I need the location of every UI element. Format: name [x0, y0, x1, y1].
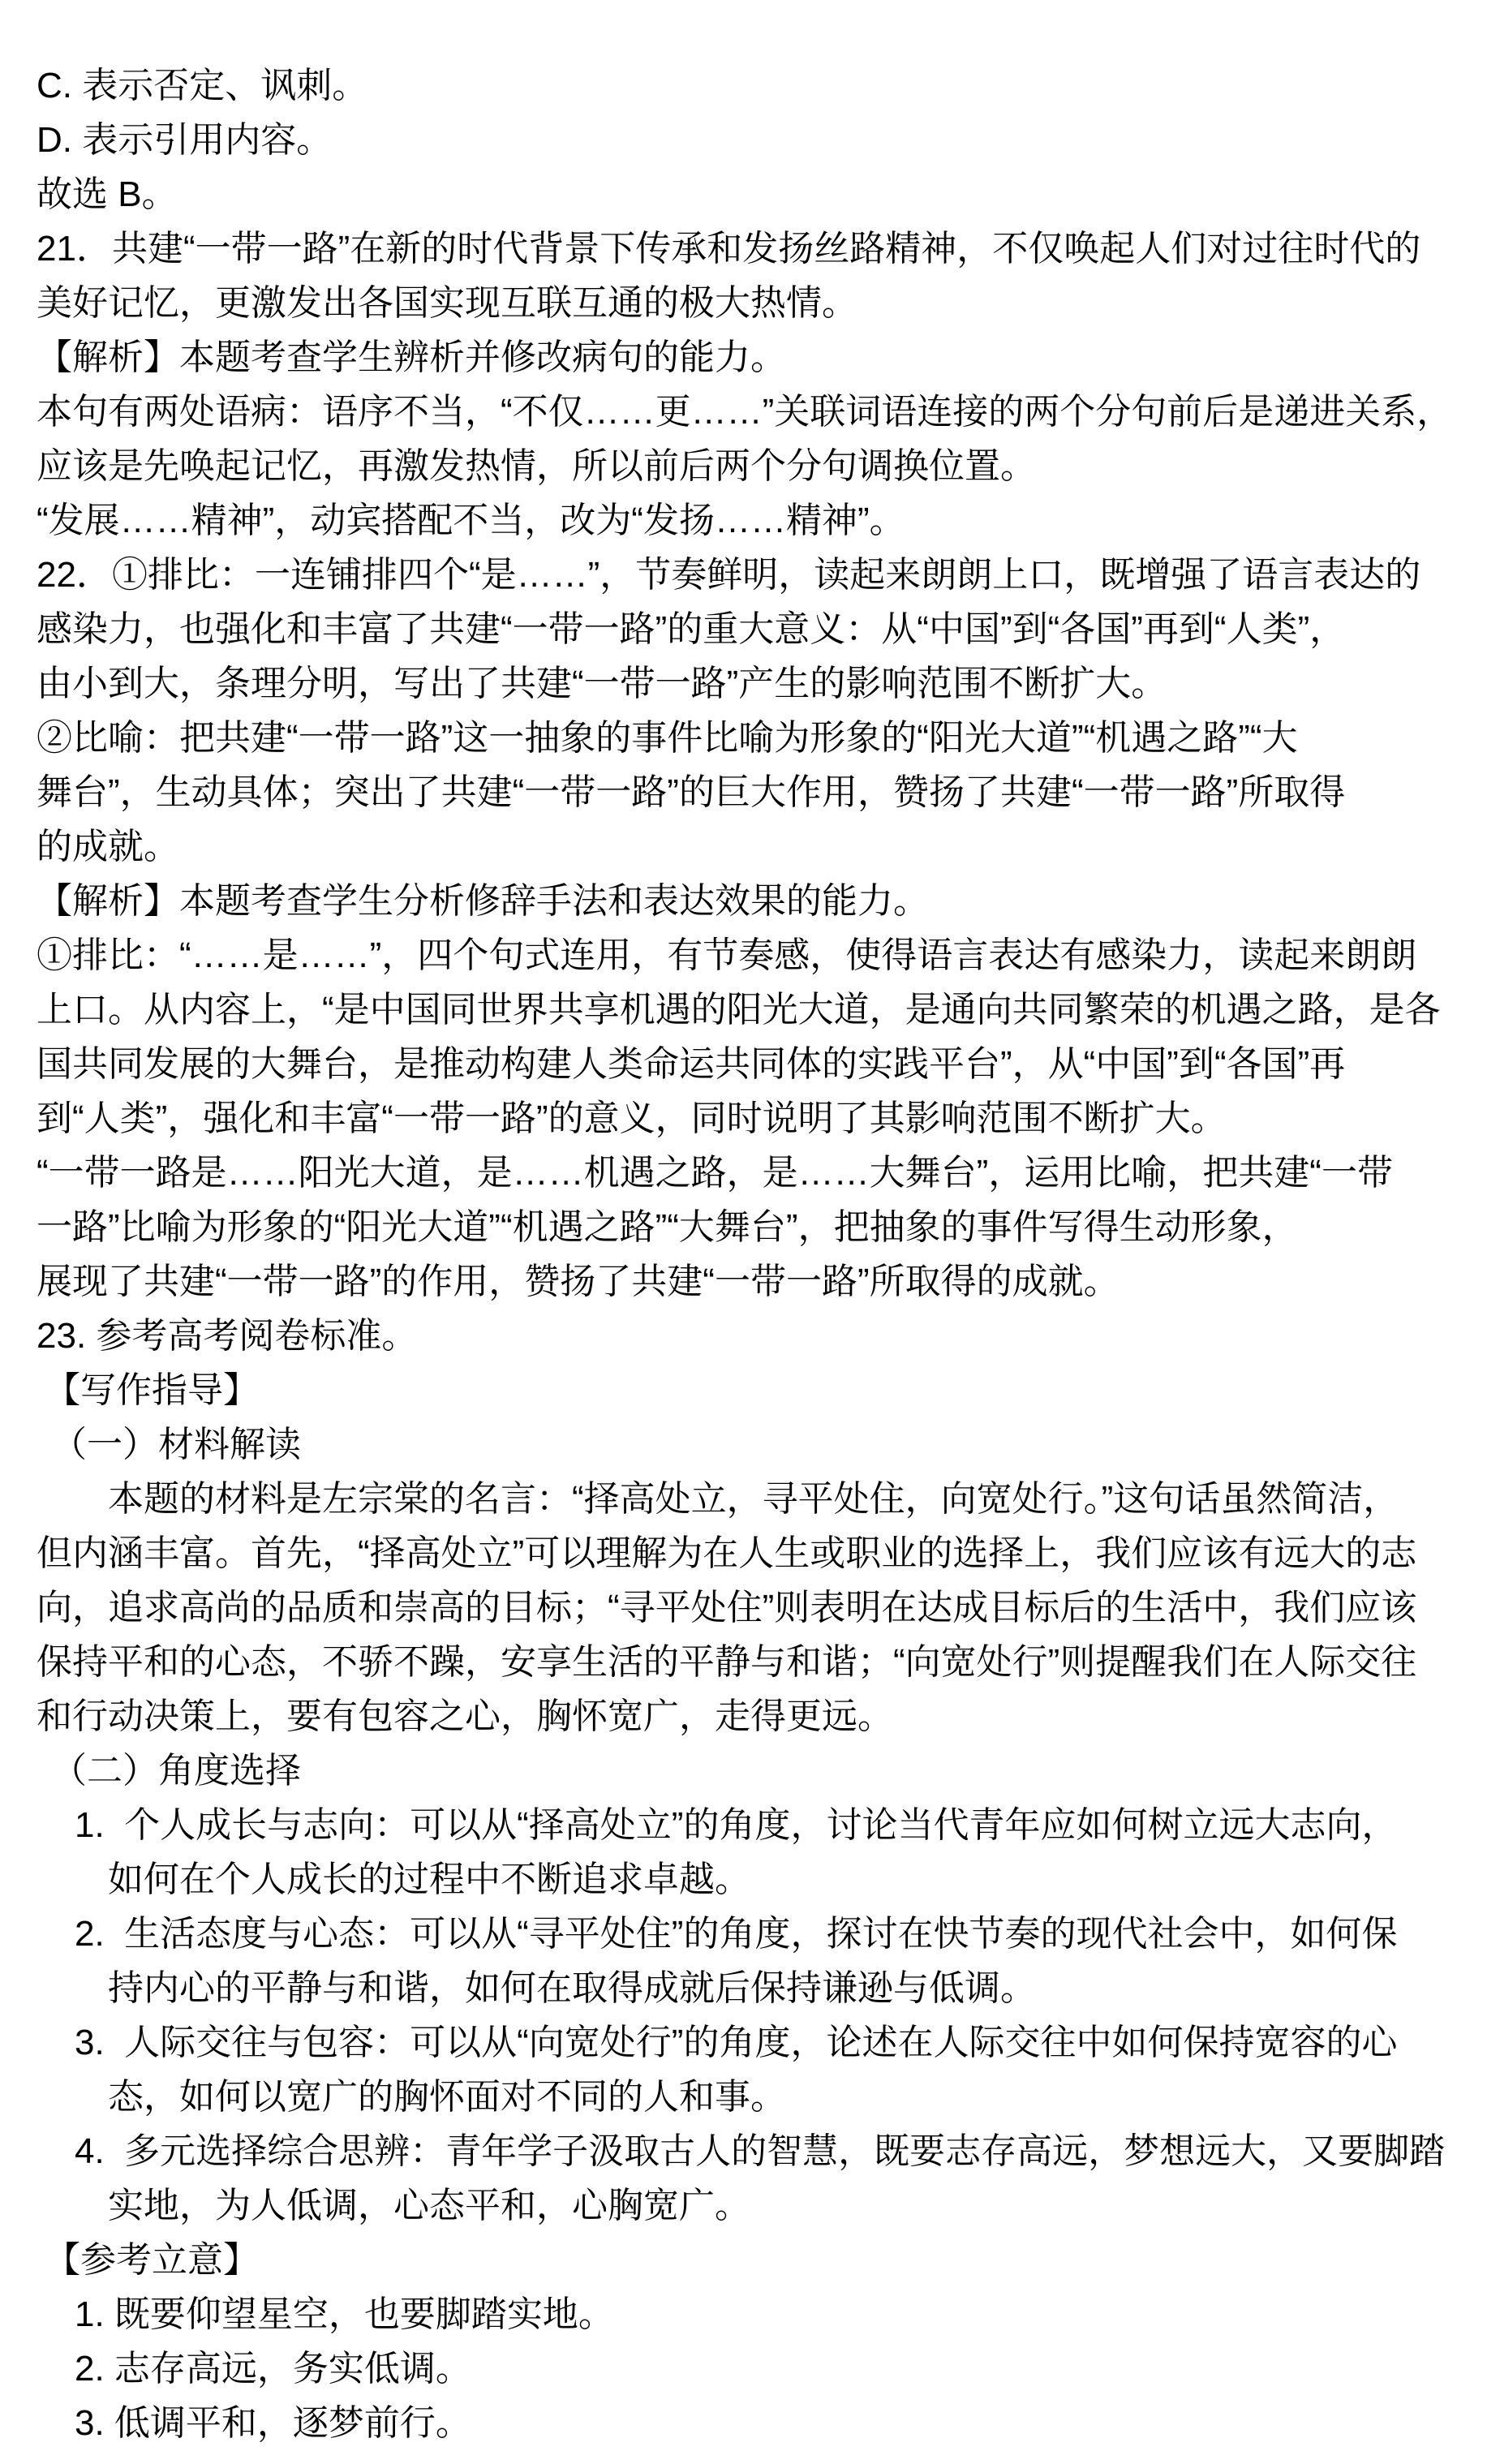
q21-analysis-line: 应该是先唤起记忆，再激发热情，所以前后两个分句调换位置。	[37, 446, 1036, 486]
material-reading-line: 保持平和的心态，不骄不躁，安享生活的平静与和谐；“向宽处行”则提醒我们在人际交往	[37, 1642, 1417, 1682]
option-d-text: D. 表示引用内容。	[37, 120, 333, 160]
q22-answer-line: 由小到大，条理分明，写出了共建“一带一路”产生的影响范围不断扩大。	[37, 664, 1167, 703]
q22-analysis-line: ①排比：“……是……”，四个句式连用，有节奏感，使得语言表达有感染力，读起来朗朗	[37, 935, 1417, 975]
q22-analysis-line: 到“人类”，强化和丰富“一带一路”的意义，同时说明了其影响范围不断扩大。	[37, 1099, 1227, 1138]
q22-answer-line: ②比喻：把共建“一带一路”这一抽象的事件比喻为形象的“阳光大道”“机遇之路”“大	[37, 718, 1298, 758]
conclusion-text: 故选 B。	[37, 174, 178, 214]
q21-answer-line: 21．共建“一带一路”在新的时代背景下传承和发扬丝路精神，不仅唤起人们对过往时代的	[37, 229, 1421, 269]
option-c-text: C. 表示否定、讽刺。	[37, 66, 368, 105]
angle-item-continuation: 如何在个人成长的过程中不断追求卓越。	[108, 1860, 750, 1899]
material-reading-line: 但内涵丰富。首先，“择高处立”可以理解为在人生或职业的选择上，我们应该有远大的志	[37, 1533, 1417, 1573]
q21-analysis-label-line: 【解析】本题考查学生辨析并修改病句的能力。	[37, 338, 786, 377]
reference-ideas-label: 【参考立意】	[45, 2240, 259, 2280]
material-reading-line: 和行动决策上，要有包容之心，胸怀宽广，走得更远。	[37, 1696, 893, 1736]
q21-analysis-line: “发展……精神”，动宾搭配不当，改为“发扬……精神”。	[37, 501, 905, 540]
q22-answer-line: 的成就。	[37, 827, 179, 866]
q22-analysis-line: 展现了共建“一带一路”的作用，赞扬了共建“一带一路”所取得的成就。	[37, 1262, 1120, 1301]
q22-analysis-line: 一路”比喻为形象的“阳光大道”“机遇之路”“大舞台”，把抽象的事件写得生动形象，	[37, 1207, 1298, 1247]
reference-idea-item: 3. 低调平和，逐梦前行。	[75, 2403, 471, 2443]
material-reading-title: （一）材料解读	[51, 1425, 301, 1464]
q22-analysis-label-line: 【解析】本题考查学生分析修辞手法和表达效果的能力。	[37, 881, 929, 921]
q22-analysis-line: “一带一路是……阳光大道，是……机遇之路，是……大舞台”，运用比喻，把共建“一带	[37, 1153, 1393, 1193]
angle-item-line: 3. 人际交往与包容：可以从“向宽处行”的角度，论述在人际交往中如何保持宽容的心	[75, 2023, 1398, 2062]
angle-selection-title: （二）角度选择	[51, 1751, 301, 1791]
q23-heading: 23. 参考高考阅卷标准。	[37, 1316, 418, 1356]
writing-guide-label: 【写作指导】	[45, 1370, 259, 1410]
q22-analysis-line: 国共同发展的大舞台，是推动构建人类命运共同体的实践平台”，从“中国”到“各国”再	[37, 1044, 1346, 1084]
q21-analysis-line: 本句有两处语病：语序不当，“不仅……更……”关联词语连接的两个分句前后是递进关系，	[37, 392, 1453, 432]
angle-item-continuation: 态，如何以宽广的胸怀面对不同的人和事。	[108, 2077, 786, 2117]
reference-idea-item: 1. 既要仰望星空，也要脚踏实地。	[75, 2294, 614, 2334]
q22-analysis-line: 上口。从内容上，“是中国同世界共享机遇的阳光大道，是通向共同繁荣的机遇之路，是各	[37, 990, 1441, 1030]
q22-answer-line: 22．①排比：一连铺排四个“是……”，节奏鲜明，读起来朗朗上口，既增强了语言表达的	[37, 555, 1421, 595]
angle-item-line: 1. 个人成长与志向：可以从“择高处立”的角度，讨论当代青年应如何树立远大志向，	[75, 1805, 1398, 1845]
q21-answer-line: 美好记忆，更激发出各国实现互联互通的极大热情。	[37, 283, 857, 323]
angle-item-continuation: 持内心的平静与和谐，如何在取得成就后保持谦逊与低调。	[108, 1968, 1036, 2008]
q22-answer-line: 感染力，也强化和丰富了共建“一带一路”的重大意义：从“中国”到“各国”再到“人类”，	[37, 609, 1346, 649]
reference-idea-item: 2. 志存高远，务实低调。	[75, 2349, 471, 2389]
material-reading-line: 向，追求高尚的品质和崇高的目标；“寻平处住”则表明在达成目标后的生活中，我们应该	[37, 1588, 1417, 1628]
angle-item-line: 4. 多元选择综合思辨：青年学子汲取古人的智慧，既要志存高远，梦想远大，又要脚踏	[75, 2131, 1446, 2171]
angle-item-continuation: 实地，为人低调，心态平和，心胸宽广。	[108, 2186, 750, 2225]
angle-item-line: 2. 生活态度与心态：可以从“寻平处住”的角度，探讨在快节奏的现代社会中，如何保	[75, 1914, 1398, 1954]
material-reading-line: 本题的材料是左宗棠的名言：“择高处立，寻平处住，向宽处行。”这句话虽然简洁，	[108, 1479, 1399, 1519]
q22-answer-line: 舞台”，生动具体；突出了共建“一带一路”的巨大作用，赞扬了共建“一带一路”所取得	[37, 772, 1346, 812]
